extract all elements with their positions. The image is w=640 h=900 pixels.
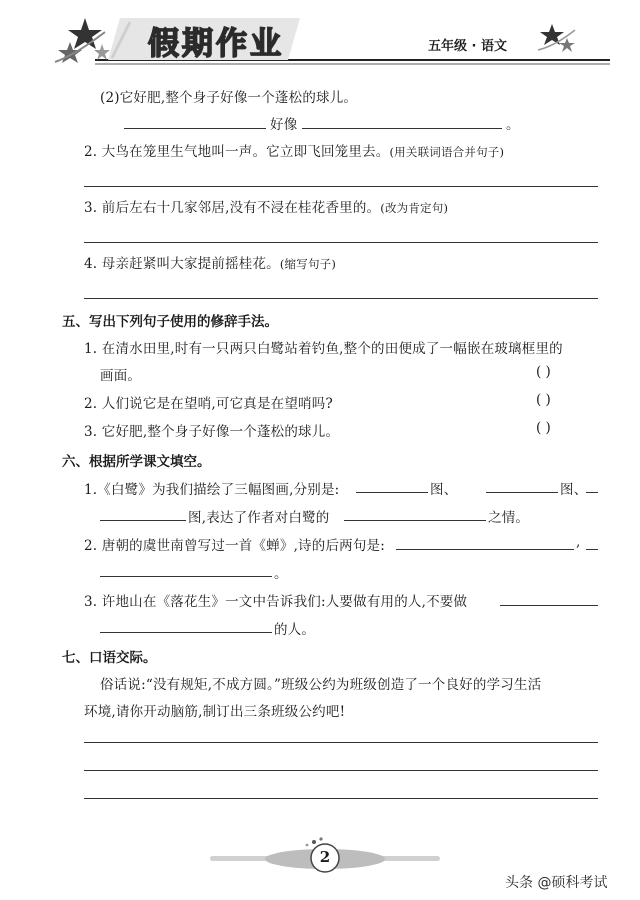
s5-q3-answer-box[interactable]: ( ) xyxy=(536,420,551,436)
s6-q1-tu3: 图,表达了作者对白鹭的 xyxy=(188,510,330,526)
header-title: 假期作业 xyxy=(148,26,284,62)
s4-question-3 xyxy=(84,196,448,216)
s6-title: 六、根据所学课文填空。 xyxy=(62,454,211,470)
s6-q2-comma: , xyxy=(576,534,581,550)
s4-item2-middle: 好像 xyxy=(270,117,298,133)
s7-title: 七、口语交际。 xyxy=(62,650,157,666)
s6-q2-end: 。 xyxy=(274,566,288,582)
s5-q2-answer-box[interactable]: ( ) xyxy=(536,392,551,408)
s6-q1-blank-4[interactable] xyxy=(344,520,486,521)
s6-q3-blank-b[interactable] xyxy=(100,632,272,633)
s6-q2-blank-2b[interactable] xyxy=(100,576,272,577)
s5-q1-line2: 画面。 xyxy=(100,368,142,384)
s4-q3-text: 3. 前后左右十几家邻居,没有不浸在桂花香里的。 xyxy=(84,200,381,216)
s6-q2-blank-1[interactable] xyxy=(396,549,574,550)
s5-q2: 2. 人们说它是在望哨,可它真是在望哨吗? xyxy=(84,396,333,412)
s5-q1-line1: 1. 在清水田里,时有一只两只白鹭站着钓鱼,整个的田便成了一幅嵌在玻璃框里的 xyxy=(84,341,563,357)
s4-q3-answer-line[interactable] xyxy=(84,242,598,243)
s4-item2-blank-1[interactable] xyxy=(124,128,266,129)
s6-q1-end: 之情。 xyxy=(488,510,530,526)
s6-q3-blank-a[interactable] xyxy=(500,605,598,606)
header-decoration xyxy=(0,0,640,80)
s7-para-line2: 环境,请你开动脑筋,制订出三条班级公约吧! xyxy=(84,704,346,720)
star-cluster-left-icon xyxy=(55,18,110,63)
s4-q3-note: (改为肯定句) xyxy=(380,201,449,215)
s6-q1-prefix: 1.《白鹭》为我们描绘了三幅图画,分别是: xyxy=(84,482,340,498)
s6-q1-blank-2[interactable] xyxy=(486,492,558,493)
s7-answer-line-2[interactable] xyxy=(84,770,598,771)
grade-subject-label: 五年级 · 语文 xyxy=(428,39,507,54)
s5-title: 五、写出下列句子使用的修辞手法。 xyxy=(62,314,278,330)
s7-para-line1: 俗话说:“没有规矩,不成方圆。”班级公约为班级创造了一个良好的学习生活 xyxy=(100,677,542,693)
s4-q2-answer-line[interactable] xyxy=(84,186,598,187)
s6-q1-tu1: 图、 xyxy=(430,482,458,498)
s4-q4-answer-line[interactable] xyxy=(84,298,598,299)
s4-question-4 xyxy=(84,252,336,272)
s7-answer-line-1[interactable] xyxy=(84,742,598,743)
s4-q2-note: (用关联词语合并句子) xyxy=(389,145,505,159)
s4-item2-blank-2[interactable] xyxy=(302,128,502,129)
s6-q2-blank-2a[interactable] xyxy=(586,549,598,550)
page-number: 2 xyxy=(319,848,331,866)
s4-q4-note: (缩写句子) xyxy=(279,257,337,271)
s5-q1-answer-box[interactable]: ( ) xyxy=(536,364,551,380)
s6-q3-prefix: 3. 许地山在《落花生》一文中告诉我们:人要做有用的人,不要做 xyxy=(84,594,468,610)
star-cluster-right-icon xyxy=(538,24,575,52)
s4-item2-end: 。 xyxy=(506,117,520,133)
s6-q1-blank-3b[interactable] xyxy=(100,520,186,521)
s6-q1-blank-3a[interactable] xyxy=(586,492,598,493)
s6-q1-blank-1[interactable] xyxy=(356,492,428,493)
s6-q2-prefix: 2. 唐朝的虞世南曾写过一首《蝉》,诗的后两句是: xyxy=(84,538,386,554)
s5-q3: 3. 它好肥,整个身子好像一个蓬松的球儿。 xyxy=(84,424,340,440)
s4-question-2 xyxy=(84,140,504,160)
s6-q3-end: 的人。 xyxy=(274,622,316,638)
s4-item2-stem: (2)它好肥,整个身子好像一个蓬松的球儿。 xyxy=(100,90,358,106)
s6-q1-tu2: 图、 xyxy=(560,482,588,498)
watermark: 头条 @硕科考试 xyxy=(505,875,608,891)
s4-q2-text: 2. 大鸟在笼里生气地叫一声。它立即飞回笼里去。 xyxy=(84,144,390,160)
s7-answer-line-3[interactable] xyxy=(84,798,598,799)
s4-q4-text: 4. 母亲赶紧叫大家提前摇桂花。 xyxy=(84,256,280,272)
